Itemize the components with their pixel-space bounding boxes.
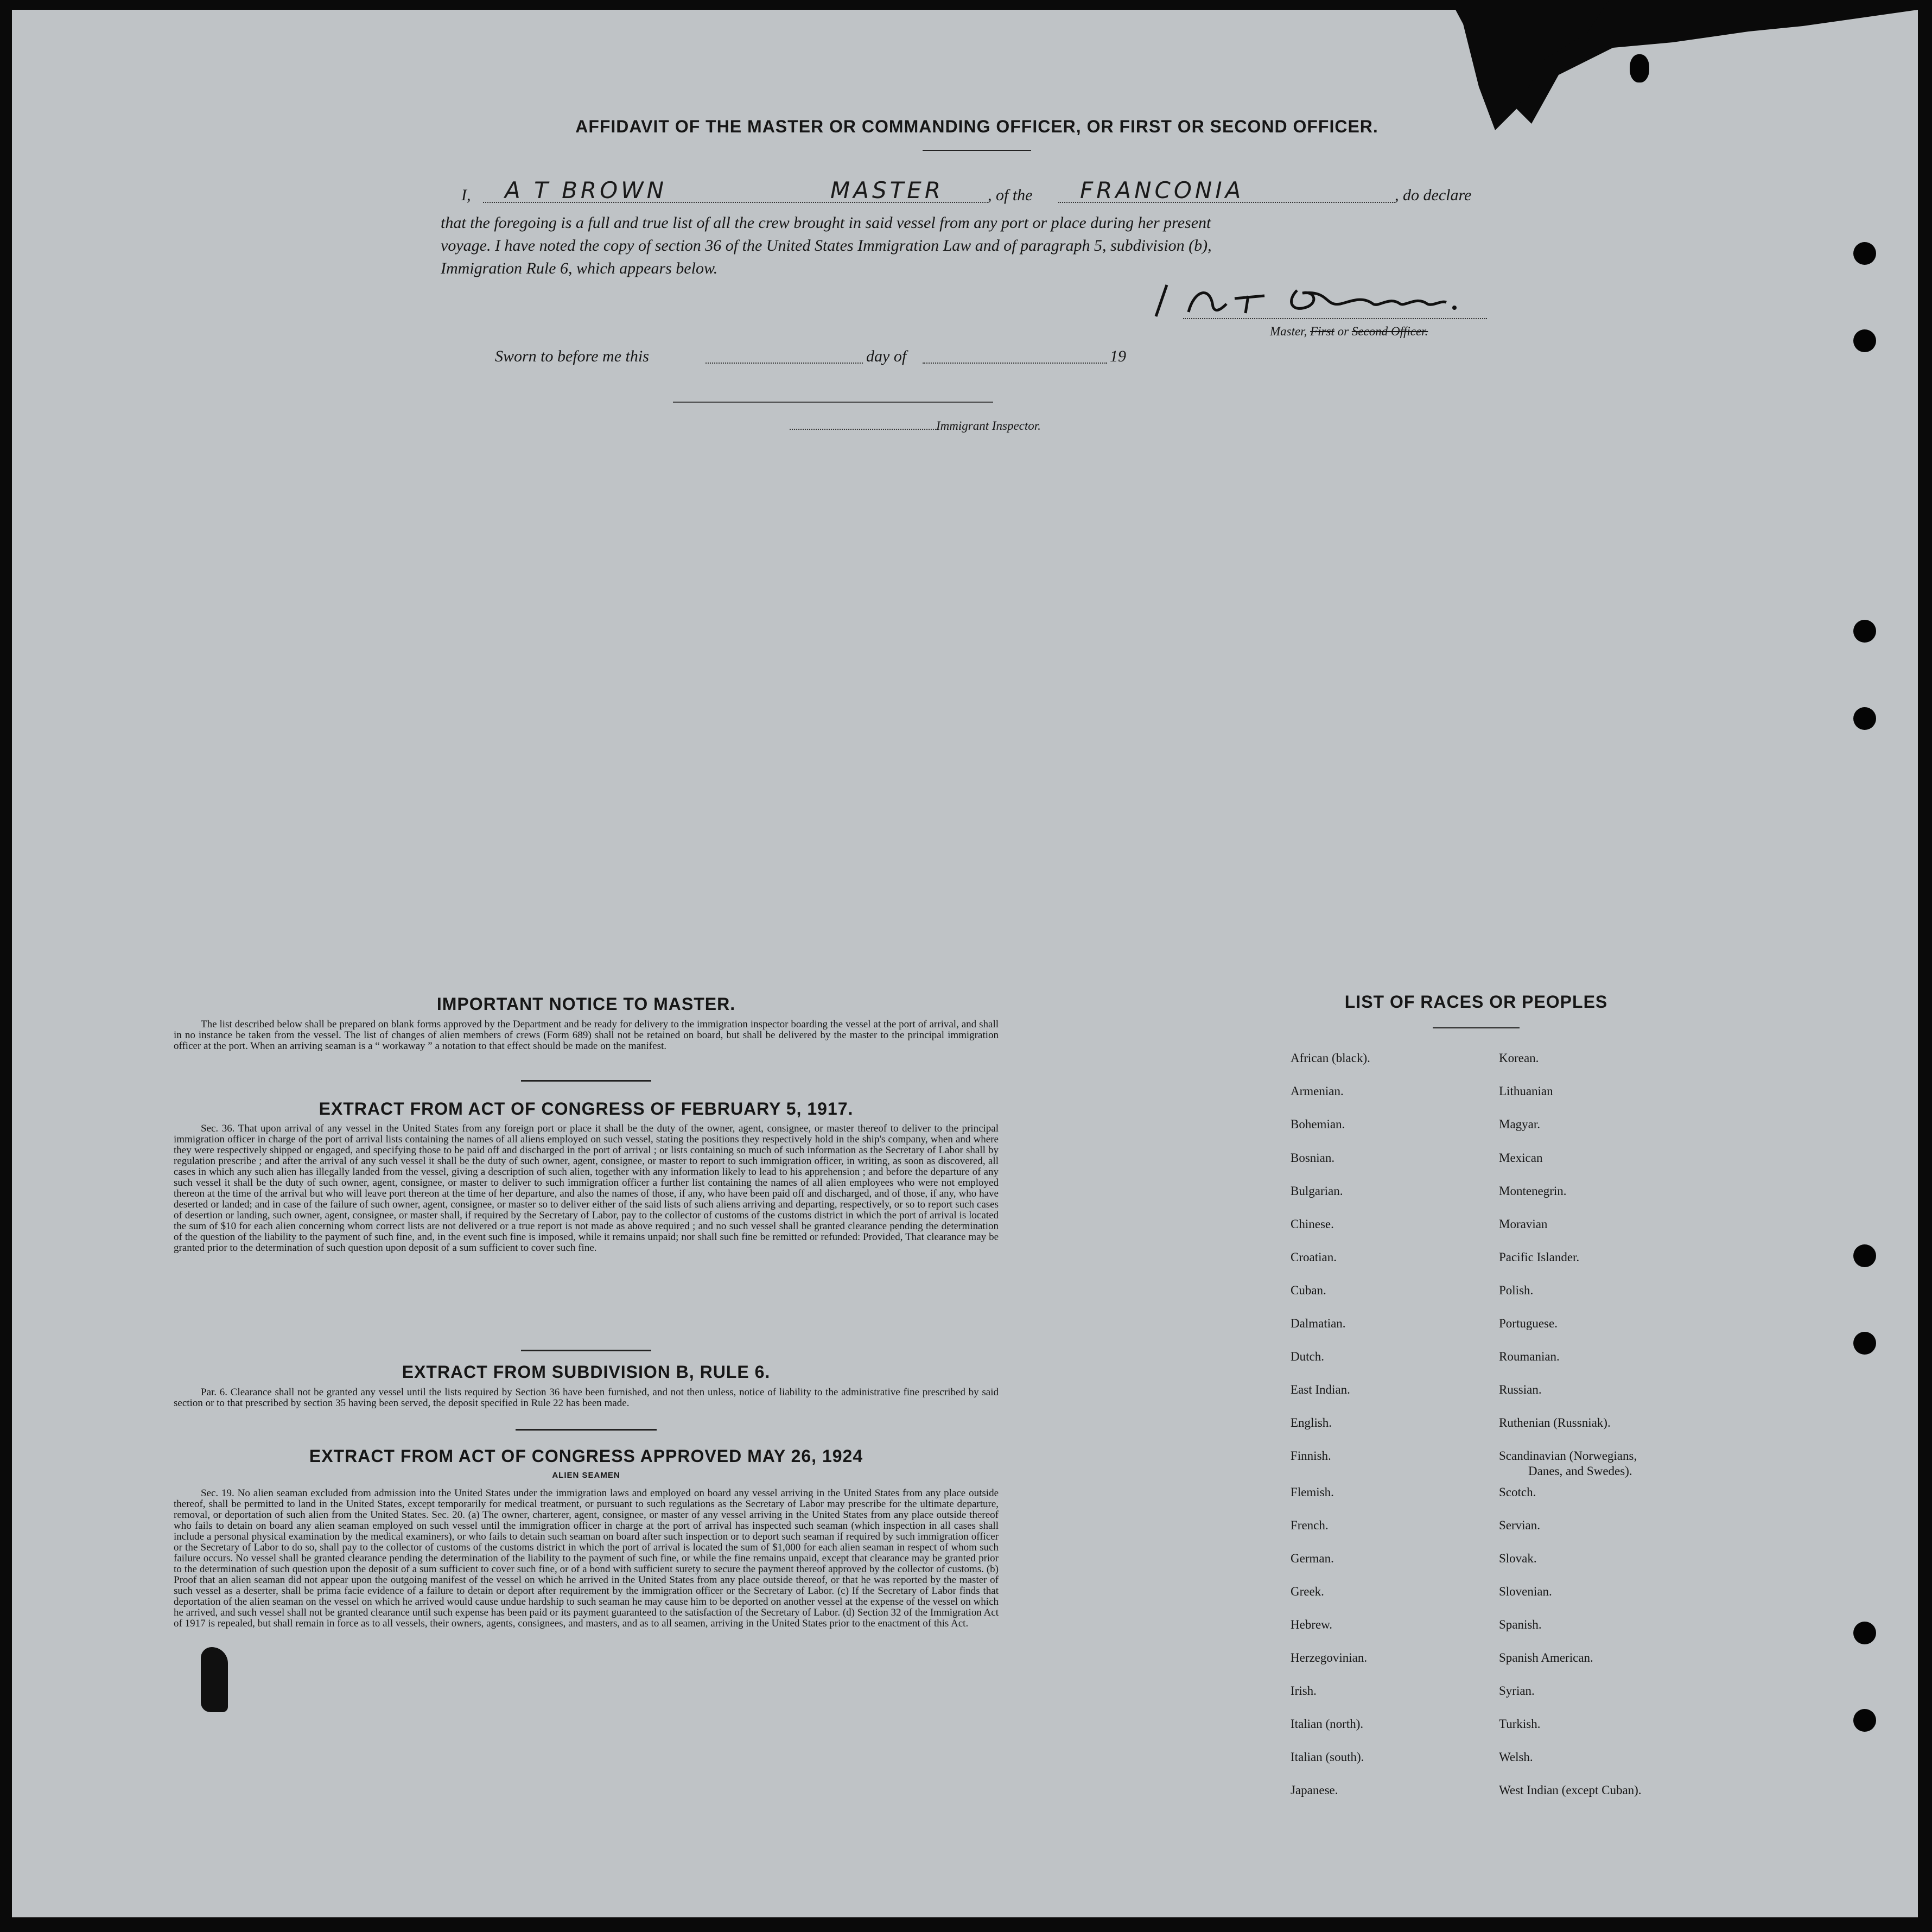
race-item: Ruthenian (Russniak). bbox=[1499, 1416, 1611, 1429]
race-item: Dalmatian. bbox=[1291, 1317, 1346, 1330]
signature-line bbox=[1183, 318, 1487, 319]
extract-1917-rule bbox=[521, 1350, 651, 1351]
race-item: Russian. bbox=[1499, 1383, 1542, 1396]
race-item: Slovak. bbox=[1499, 1552, 1537, 1565]
race-item: Italian (south). bbox=[1291, 1750, 1364, 1764]
punch-hole bbox=[1853, 1622, 1876, 1644]
race-item: Polish. bbox=[1499, 1283, 1534, 1297]
race-item: West Indian (except Cuban). bbox=[1499, 1783, 1642, 1797]
extract-1924-body: Sec. 19. No alien seaman excluded from admission into the United States under the immigration laws and employed on board any vessel arriving in the United States from any place outside thereof, shall be permitted to land in the United States, except temporarily for medical treatment, or pursuant to such regulations as the Secretary of Labor may prescribe for the ultimate departure, removal, or deportation of such alien from the United States. Sec. 20. (a) The owner, charterer, agent, consignee, or master of any vessel arriving in the United States from any place outside thereof who fails to detain on board any alien seaman employed on such vessel until the immigration officer in charge at the port of arrival has inspected such seaman (which inspection in all cases shall include a personal physical examination by the medical examiners), or who fails to detain such seaman on board after such inspection or to deport such seaman if required by such immigration officer or the Secretary of Labor to do so, shall pay to the collector of customs of the customs district in which the port of arrival is located the sum of $1,000 for each alien seaman in respect of whom such failure occurs. No vessel shall be granted clearance pending the determination of the liability to the payment of such fine, or while the fine remains unpaid, except that clearance may be granted prior to the determination of such question upon the deposit of a sum sufficient to cover such fine, or of a bond with sufficient surety to secure the payment thereof approved by the collector of customs. (b) Proof that an alien seaman did not appear upon the outgoing manifest of the vessel on which he arrived in the United States from any place outside thereof, or that he was reported by the master of such vessel as a deserter, shall be prima facie evidence of a failure to detain or deport after requirement by the immigration officer or the Secretary of Labor. (c) If the Secretary of Labor finds that deportation of the alien seaman on the vessel on which he arrived would cause undue hardship to such seaman he may cause him to be deported on another vessel at the expense of the vessel on which he arrived, and such vessel shall not be granted clearance until such expense has been paid or its payment guaranteed to the satisfaction of the Secretary of Labor. (d) Section 32 of the Immigration Act of 1917 is repealed, but shall remain in force as to all vessels, their owners, agents, consignees, and masters, and as to all seamen, arriving in the United States prior to the enactment of this Act. bbox=[174, 1488, 999, 1629]
race-item: Pacific Islander. bbox=[1499, 1250, 1580, 1264]
race-item: Scotch. bbox=[1499, 1485, 1536, 1499]
punch-hole bbox=[1853, 707, 1876, 730]
punch-hole bbox=[1853, 242, 1876, 265]
race-item: Welsh. bbox=[1499, 1750, 1533, 1764]
vessel-name[interactable]: FRANCONIA bbox=[1080, 177, 1244, 204]
races-rule bbox=[1433, 1027, 1520, 1028]
race-item: French. bbox=[1291, 1518, 1329, 1532]
extract-1917-body: Sec. 36. That upon arrival of any vessel in the United States from any foreign port or place it shall be the duty of the owner, agent, consignee, or master thereof to deliver to the principal immigration officer in charge of the port of arrival lists containing the names of all aliens employed on such vessel, stating the positions they respectively hold in the ship's company, when and where they were respectively shipped or engaged, and specifying those to be paid off and discharged in the port of arrival ; or lists containing so much of such information as the Secretary of Labor shall by regulation prescribe ; and after the arrival of any such vessel it shall be the duty of such owner, agent, consignee, or master to report to such immigration officer, in writing, as soon as discovered, all cases in which any such alien has illegally landed from the vessel, giving a description of such alien, together with any information likely to lead to his apprehension ; and before the departure of any such vessel it shall be the duty of such owner, agent, consignee, or master to deliver to such immigration officer a further list containing the names of all alien employees who were not employed thereon at the time of the arrival but who will leave port thereon at the time of her departure, and also the names of those, if any, who have been paid off and discharged, and of those, if any, who have deserted or landed; and in case of the failure of such owner, agent, consignee, or master so to deliver either of the said lists of such aliens arriving and departing, respectively, or so to report such cases of desertion or landing, such owner, agent, consignee, or master shall, if required by the Secretary of Labor, pay to the collector of customs of the customs district in which the port of arrival is located the sum of $10 for each alien concerning whom correct lists are not delivered or a true report is not made as above required ; and no such vessel shall be granted clearance pending the determination of the question of the liability to the payment of such fine, and, in the event such fine is imposed, while it remains unpaid; nor shall such fine be remitted or refunded: Provided, That clearance may be granted prior to the determination of such question upon deposit of a sum sufficient to cover such fine. bbox=[174, 1123, 999, 1254]
races-left-column bbox=[1291, 1051, 1453, 1811]
race-item: Portuguese. bbox=[1499, 1317, 1558, 1330]
race-item: Spanish American. bbox=[1499, 1651, 1593, 1664]
race-item: Bulgarian. bbox=[1291, 1184, 1343, 1198]
race-item: Roumanian. bbox=[1499, 1350, 1560, 1363]
extract-1924-title: EXTRACT FROM ACT OF CONGRESS APPROVED MAY 26, 1924 bbox=[309, 1446, 863, 1466]
notice-title: IMPORTANT NOTICE TO MASTER. bbox=[436, 994, 736, 1014]
race-item: Chinese. bbox=[1291, 1217, 1334, 1231]
race-item: Dutch. bbox=[1291, 1350, 1324, 1363]
race-item: Cuban. bbox=[1291, 1283, 1326, 1297]
race-item: Herzegovinian. bbox=[1291, 1651, 1368, 1664]
race-item: Mexican bbox=[1499, 1151, 1543, 1165]
caption-first: First bbox=[1310, 325, 1334, 338]
race-item: Japanese. bbox=[1291, 1783, 1338, 1797]
race-item: Finnish. bbox=[1291, 1449, 1331, 1463]
punch-hole bbox=[1853, 620, 1876, 643]
race-item: Irish. bbox=[1291, 1684, 1317, 1698]
title-rule bbox=[923, 150, 1031, 151]
master-position[interactable]: MASTER bbox=[830, 177, 944, 204]
race-item: Scandinavian (Norwegians, bbox=[1499, 1449, 1637, 1463]
master-name[interactable]: A T BROWN bbox=[505, 177, 668, 204]
extract-1917-title: EXTRACT FROM ACT OF CONGRESS OF FEBRUARY 5, 1917. bbox=[319, 1099, 854, 1118]
notice-body: The list described below shall be prepared on blank forms approved by the Department and be ready for delivery to the immigration inspector boarding the vessel at the port of arrival, and shall in no instance be taken from the vessel. The list of changes of alien members of crews (Form 689) shall not be retained on board, but shall be delivered by the master to the principal immigration officer at the port. When an arriving seaman is a “ workaway ” a notation to that effect should be made on the manifest. bbox=[174, 1019, 999, 1052]
inspector-signature-line bbox=[673, 402, 993, 403]
rule6-rule bbox=[516, 1429, 657, 1431]
race-item: Bohemian. bbox=[1291, 1117, 1345, 1131]
punch-hole bbox=[1853, 329, 1876, 352]
race-item: Greek. bbox=[1291, 1585, 1324, 1598]
race-item: Lithuanian bbox=[1499, 1084, 1553, 1098]
sworn-month-line bbox=[923, 363, 1107, 364]
ink-smudge bbox=[201, 1647, 228, 1712]
inspector-label: Immigrant Inspector. bbox=[936, 419, 1041, 433]
race-item: Spanish. bbox=[1499, 1618, 1542, 1631]
affidavit-title: AFFIDAVIT OF THE MASTER OR COMMANDING OFFICER, OR FIRST OR SECOND OFFICER. bbox=[575, 117, 1378, 136]
master-signature[interactable] bbox=[1151, 274, 1487, 323]
day-of-label: day of bbox=[866, 347, 907, 365]
race-item: Armenian. bbox=[1291, 1084, 1344, 1098]
punch-hole bbox=[1630, 54, 1649, 82]
race-item: Croatian. bbox=[1291, 1250, 1337, 1264]
year-prefix: 19 bbox=[1110, 347, 1126, 365]
inspector-dotted-line bbox=[790, 429, 936, 430]
punch-hole bbox=[1853, 1332, 1876, 1355]
race-item: German. bbox=[1291, 1552, 1334, 1565]
sworn-label: Sworn to before me this bbox=[495, 347, 649, 365]
extract-1924-subtitle: ALIEN SEAMEN bbox=[552, 1471, 620, 1480]
rule6-title: EXTRACT FROM SUBDIVISION B, RULE 6. bbox=[402, 1362, 771, 1382]
race-item: Turkish. bbox=[1499, 1717, 1541, 1731]
race-item: African (black). bbox=[1291, 1051, 1370, 1065]
race-item: Moravian bbox=[1499, 1217, 1548, 1231]
race-item: Servian. bbox=[1499, 1518, 1541, 1532]
caption-master: Master, bbox=[1270, 325, 1307, 338]
race-item: Montenegrin. bbox=[1499, 1184, 1567, 1198]
affidavit-i: I, bbox=[461, 186, 471, 204]
rule6-body: Par. 6. Clearance shall not be granted any vessel until the lists required by Section 36 have been furnished, and not then unless, notice of liability to the administrative fine prescribed by said section or to that prescribed by section 35 having been served, the deposit specified in Rule 22 has been made. bbox=[174, 1387, 999, 1409]
do-declare-label: , do declare bbox=[1395, 186, 1472, 204]
race-item: Syrian. bbox=[1499, 1684, 1535, 1698]
notice-rule bbox=[521, 1080, 651, 1082]
race-item: Magyar. bbox=[1499, 1117, 1541, 1131]
of-the-label: , of the bbox=[988, 186, 1033, 204]
caption-or: or bbox=[1337, 325, 1349, 338]
race-item-continuation: Danes, and Swedes). bbox=[1528, 1464, 1632, 1478]
declaration-line-2: voyage. I have noted the copy of section 36 of the United States Immigration Law and of paragraph 5, subdivision (b), bbox=[441, 237, 1212, 255]
race-item: English. bbox=[1291, 1416, 1332, 1429]
race-item: Italian (north). bbox=[1291, 1717, 1364, 1731]
sworn-day-line bbox=[706, 363, 863, 364]
declaration-line-1: that the foregoing is a full and true list of all the crew brought in said vessel from any port or place during her present bbox=[441, 214, 1211, 232]
punch-hole bbox=[1853, 1709, 1876, 1732]
declaration-line-3: Immigration Rule 6, which appears below. bbox=[441, 259, 718, 277]
races-right-column bbox=[1499, 1051, 1716, 1811]
caption-second: Second Officer. bbox=[1351, 325, 1428, 338]
races-title: LIST OF RACES OR PEOPLES bbox=[1344, 992, 1608, 1012]
race-item: Korean. bbox=[1499, 1051, 1539, 1065]
punch-hole bbox=[1853, 1244, 1876, 1267]
race-item: East Indian. bbox=[1291, 1383, 1350, 1396]
signature-caption bbox=[1270, 325, 1428, 339]
race-item: Bosnian. bbox=[1291, 1151, 1335, 1165]
race-item: Slovenian. bbox=[1499, 1585, 1552, 1598]
race-item: Hebrew. bbox=[1291, 1618, 1333, 1631]
race-item: Flemish. bbox=[1291, 1485, 1334, 1499]
